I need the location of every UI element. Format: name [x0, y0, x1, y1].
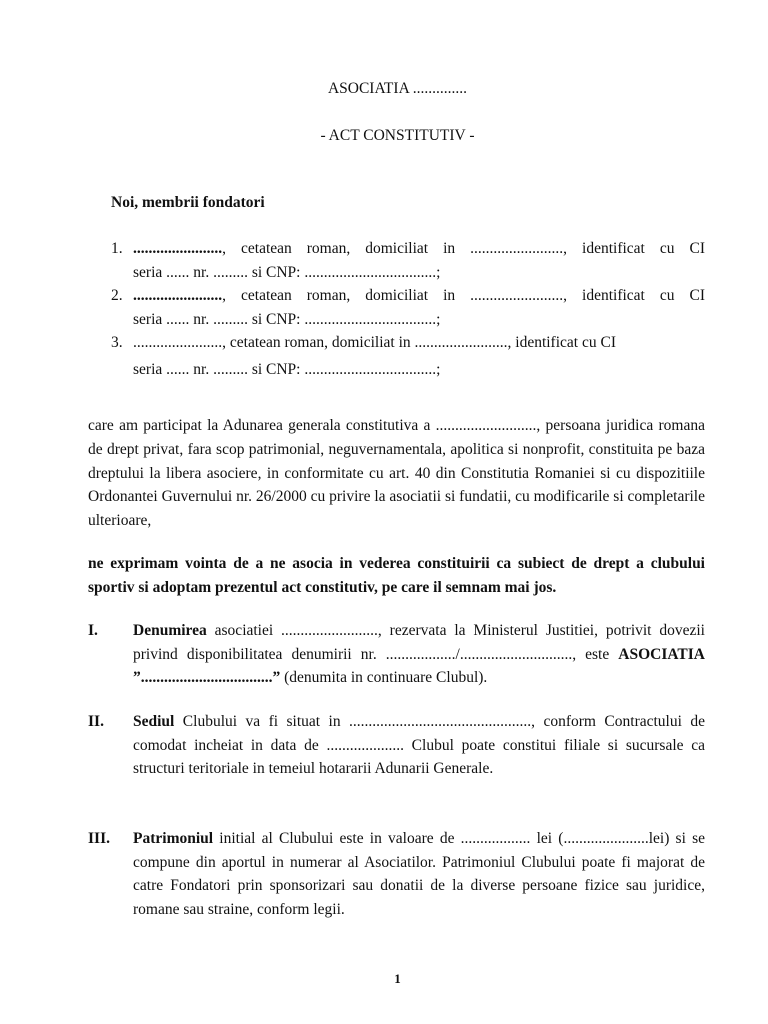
name-placeholder: .......................: [133, 240, 223, 257]
association-name: ASOCIATIA ”..................................”: [133, 645, 705, 686]
article-text: Clubului va fi situat in ..............................................., conform Contractului de comodat incheiat in data de .................... Clubul poate constitui filiale si sucursale ca structuri teritoriale in temeiul hotararii Adunarii Generale.: [133, 713, 705, 777]
document-subtitle: - ACT CONSTITUTIV -: [320, 127, 475, 144]
member-line: [133, 284, 705, 308]
list-item: [111, 237, 705, 284]
article-heading: Denumirea: [133, 622, 207, 639]
article-text: asociatiei ........................., rezervata la Ministerul Justitiei, potrivit dovezii privind disponibilitatea denumirii nr. ................../............................., este: [133, 622, 705, 663]
member-line-text: , cetatean roman, domiciliat in ........................, identificat cu CI: [222, 240, 705, 257]
member-line-text: , cetatean roman, domiciliat in ........................, identificat cu CI: [222, 287, 705, 304]
list-number: 1.: [111, 240, 123, 257]
article-body: [133, 710, 705, 781]
member-id-line: seria ...... nr. ......... si CNP: ..................................;: [133, 310, 441, 328]
member-line: [133, 237, 705, 261]
article-text-end: (denumita in continuare Clubul).: [280, 669, 488, 686]
article-sediul: [88, 710, 705, 781]
preamble-paragraph: care am participat la Adunarea generala constitutiva a .........................., persoana juridica romana de drept privat, fara scop patrimonial, neguvernamentala, apolitica si nonprofit, constituita pe baza dreptului la libera asociere, in conformitate cu art. 40 din Constitutia Romaniei si cu dispozitiile Ordonantei Guvernului nr. 26/2000 cu privire la asociatii si fundatii, cu modificarile si completarile ulterioare,: [88, 417, 705, 530]
name-placeholder: .......................: [133, 287, 223, 304]
article-number: II.: [88, 713, 104, 730]
article-body: [133, 827, 705, 921]
page-number: 1: [394, 971, 401, 986]
document-title: ASOCIATIA ..............: [327, 80, 468, 97]
article-number: I.: [88, 622, 98, 639]
declaration-paragraph: ne exprimam vointa de a ne asocia in vederea constituirii ca subiect de drept a clubului sportiv si adoptam prezentul act constitutiv, pe care il semnam mai jos.: [88, 555, 705, 596]
article-text: initial al Clubului este in valoare de .................. lei (......................lei) si se compune din aportul in numerar al Asociatilor. Patrimoniul Clubului poate fi majorat de catre Fondatori prin sponsorizari sau donatii de la diverse persoane fizice sau juridice, romane sau straine, conform legii.: [133, 830, 705, 918]
article-body: [133, 619, 705, 690]
list-item: [111, 284, 705, 331]
list-number: 2.: [111, 287, 123, 304]
list-item: [111, 331, 705, 381]
article-denumirea: [88, 619, 705, 690]
founders-list: [111, 237, 705, 381]
member-line-text: ......................., cetatean roman, domiciliat in ........................, identificat cu CI: [133, 334, 616, 351]
article-patrimoniul: [88, 827, 705, 921]
article-number: III.: [88, 830, 110, 847]
founders-intro: Noi, membrii fondatori: [111, 194, 265, 211]
member-id-line: seria ...... nr. ......... si CNP: ..................................;: [133, 360, 441, 378]
member-id-line: seria ...... nr. ......... si CNP: ..................................;: [133, 263, 441, 281]
article-heading: Sediul: [133, 713, 175, 730]
list-number: 3.: [111, 334, 123, 351]
article-heading: Patrimoniul: [133, 830, 214, 847]
